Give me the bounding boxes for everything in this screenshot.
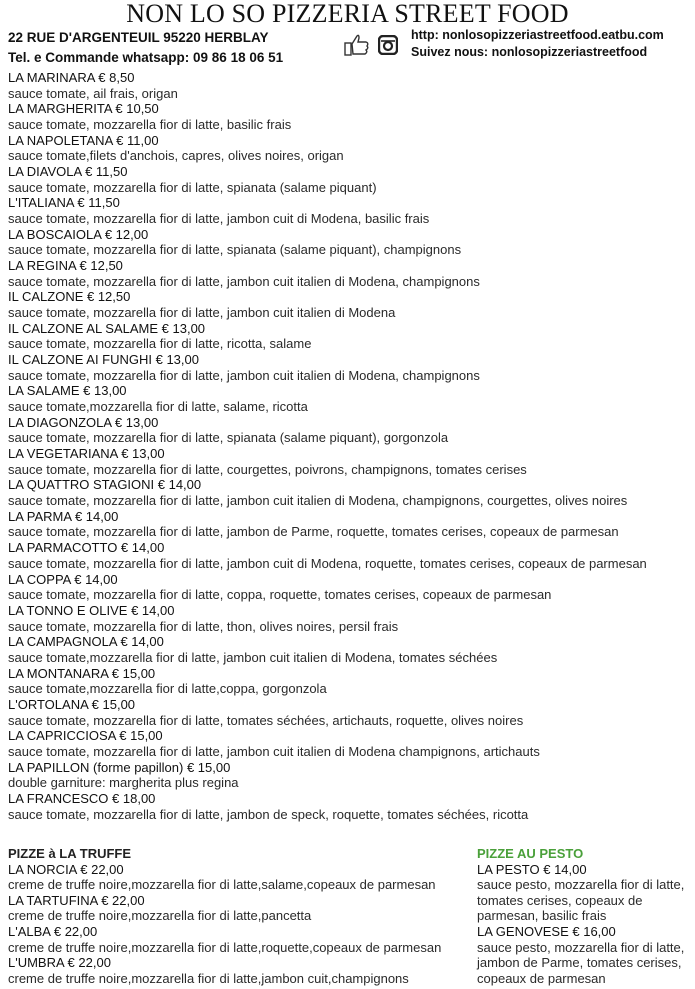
- pizza-name: LA FRANCESCO € 18,00: [8, 790, 156, 806]
- social-handle: Suivez nous: nonlosopizzeriastreetfood: [411, 45, 648, 59]
- truffe-pizza-description: creme de truffe noire,mozzarella fior di latte,salame,copeaux de parmesan: [8, 877, 436, 893]
- online-info: [411, 27, 664, 61]
- pizza-description: sauce tomate, mozzarella fior di latte, jambon cuit italien di Modena champignons, artichauts: [8, 743, 540, 759]
- pesto-section: [477, 846, 684, 986]
- pizza-description: sauce tomate, mozzarella fior di latte, jambon cuit italien di Modena, champignons: [8, 273, 480, 289]
- pesto-pizza-name: LA GENOVESE € 16,00: [477, 923, 616, 939]
- pizza-name: IL CALZONE AI FUNGHI € 13,00: [8, 352, 199, 368]
- pizza-description: sauce tomate, mozzarella fior di latte, jambon cuit italien di Modena: [8, 305, 396, 321]
- truffe-pizza-name: L'UMBRA € 22,00: [8, 955, 111, 971]
- pizza-name: LA CAPRICCIOSA € 15,00: [8, 728, 163, 744]
- pesto-pizza-description: copeaux de parmesan: [477, 970, 606, 986]
- pizza-name: LA PARMACOTTO € 14,00: [8, 540, 165, 556]
- pizza-name: LA SALAME € 13,00: [8, 383, 127, 399]
- pizza-description: sauce tomate, mozzarella fior di latte, jambon cuit di Modena, roquette, tomates cerises, copeaux de parmesan: [8, 555, 647, 571]
- pizza-description: sauce tomate,mozzarella fior di latte, salame, ricotta: [8, 399, 308, 415]
- pizza-description: sauce tomate, mozzarella fior di latte, jambon de speck, roquette, tomates séchées, ricotta: [8, 806, 529, 822]
- pizza-description: sauce tomate, mozzarella fior di latte, thon, olives noires, persil frais: [8, 618, 399, 634]
- pizza-description: sauce tomate, mozzarella fior di latte, spianata (salame piquant), gorgonzola: [8, 430, 449, 446]
- truffe-pizza-name: LA TARTUFINA € 22,00: [8, 892, 145, 908]
- pesto-title: PIZZE AU PESTO: [477, 846, 584, 861]
- pizza-name: L'ITALIANA € 11,50: [8, 195, 120, 211]
- pizza-name: LA CAMPAGNOLA € 14,00: [8, 634, 164, 650]
- contact-info: [8, 28, 283, 68]
- pizza-name: LA REGINA € 12,50: [8, 258, 123, 274]
- social-icons: [344, 33, 398, 62]
- pizza-name: LA DIAGONZOLA € 13,00: [8, 414, 159, 430]
- pizza-name: LA VEGETARIANA € 13,00: [8, 446, 165, 462]
- pizza-description: double garniture: margherita plus regina: [8, 775, 239, 791]
- pizza-name: LA PARMA € 14,00: [8, 508, 119, 524]
- pizza-description: sauce tomate, mozzarella fior di latte, jambon cuit di Modena, basilic frais: [8, 211, 430, 227]
- truffe-title: PIZZE à LA TRUFFE: [8, 846, 132, 861]
- pesto-pizza-description: jambon de Parme, tomates cerises,: [477, 955, 682, 971]
- pizza-name: LA DIAVOLA € 11,50: [8, 164, 128, 180]
- website-link[interactable]: http: nonlosopizzeriastreetfood.eatbu.com: [411, 28, 664, 42]
- truffe-pizza-description: creme de truffe noire,mozzarella fior di latte,jambon cuit,champignons: [8, 970, 409, 986]
- pizza-description: sauce tomate, mozzarella fior di latte, spianata (salame piquant): [8, 179, 377, 195]
- pizza-name: LA PAPILLON (forme papillon) € 15,00: [8, 759, 231, 775]
- pizza-name: IL CALZONE AL SALAME € 13,00: [8, 320, 206, 336]
- pizza-name: LA QUATTRO STAGIONI € 14,00: [8, 477, 202, 493]
- pizza-name: LA MARINARA € 8,50: [8, 70, 135, 85]
- truffe-pizza-name: LA NORCIA € 22,00: [8, 861, 124, 877]
- truffe-section: [8, 846, 441, 986]
- pizza-name: LA NAPOLETANA € 11,00: [8, 132, 159, 148]
- pizza-description: sauce tomate, mozzarella fior di latte, jambon de Parme, roquette, tomates cerises, copeaux de parmesan: [8, 524, 619, 540]
- truffe-pizza-name: L'ALBA € 22,00: [8, 923, 98, 939]
- pizza-description: sauce tomate,mozzarella fior di latte, jambon cuit italien di Modena, tomates séchées: [8, 649, 498, 665]
- pesto-pizza-description: sauce pesto, mozzarella fior di latte,: [477, 939, 685, 955]
- pizza-description: sauce tomate, mozzarella fior di latte, spianata (salame piquant), champignons: [8, 242, 462, 258]
- truffe-pizza-description: creme de truffe noire,mozzarella fior di latte,roquette,copeaux de parmesan: [8, 939, 442, 955]
- pizza-description: sauce tomate, mozzarella fior di latte, ricotta, salame: [8, 336, 312, 352]
- pesto-pizza-description: parmesan, basilic frais: [477, 908, 607, 924]
- page-title: NON LO SO PIZZERIA STREET FOOD: [126, 0, 569, 28]
- pizza-description: sauce tomate, mozzarella fior di latte, coppa, roquette, tomates cerises, copeaux de parmesan: [8, 587, 552, 603]
- pizza-description: sauce tomate, mozzarella fior di latte, courgettes, poivrons, champignons, tomates cerises: [8, 461, 527, 477]
- pizza-description: sauce tomate,filets d'anchois, capres, olives noires, origan: [8, 148, 344, 164]
- pizza-description: sauce tomate, mozzarella fior di latte, jambon cuit italien di Modena, champignons: [8, 367, 480, 383]
- pesto-pizza-name: LA PESTO € 14,00: [477, 861, 587, 877]
- pizza-name: LA COPPA € 14,00: [8, 571, 118, 587]
- pizza-name: LA MONTANARA € 15,00: [8, 665, 156, 681]
- pizza-description: sauce tomate, mozzarella fior di latte, basilic frais: [8, 117, 292, 133]
- pizza-name: LA BOSCAIOLA € 12,00: [8, 226, 149, 242]
- thumbs-up-icon[interactable]: [344, 33, 370, 62]
- pizza-name: L'ORTOLANA € 15,00: [8, 696, 136, 712]
- pizza-description: sauce tomate,mozzarella fior di latte,coppa, gorgonzola: [8, 681, 327, 697]
- pizza-name: LA MARGHERITA € 10,50: [8, 101, 159, 117]
- instagram-icon[interactable]: [378, 35, 398, 60]
- pizza-menu: [8, 70, 647, 822]
- pizza-description: sauce tomate, mozzarella fior di latte, jambon cuit italien di Modena, champignons, courgettes, olives noires: [8, 493, 628, 509]
- pesto-pizza-description: sauce pesto, mozzarella fior di latte,: [477, 877, 685, 893]
- pizza-description: sauce tomate, ail frais, origan: [8, 85, 178, 101]
- truffe-pizza-description: creme de truffe noire,mozzarella fior di latte,pancetta: [8, 908, 312, 924]
- phone: Tel. e Commande whatsapp: 09 86 18 06 51: [8, 50, 284, 65]
- address: 22 RUE D'ARGENTEUIL 95220 HERBLAY: [8, 30, 269, 45]
- pizza-name: IL CALZONE € 12,50: [8, 289, 131, 305]
- pizza-name: LA TONNO E OLIVE € 14,00: [8, 602, 175, 618]
- pizza-description: sauce tomate, mozzarella fior di latte, tomates séchées, artichauts, roquette, olives noires: [8, 712, 524, 728]
- pesto-pizza-description: tomates cerises, copeaux de: [477, 892, 643, 908]
